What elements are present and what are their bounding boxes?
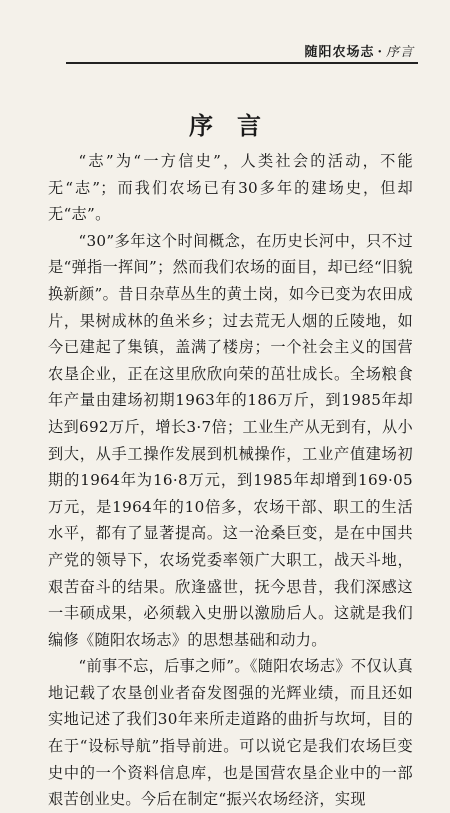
header-text: [304, 41, 414, 60]
header-rule: [66, 62, 418, 64]
header-section: 序言: [385, 45, 414, 60]
body-text: [48, 148, 413, 813]
header-book-title: 随阳农场志: [304, 45, 375, 60]
header-separator: ·: [377, 45, 383, 60]
page-title: 序言: [189, 111, 285, 140]
paragraph-1: “志”为“一方信史”，人类社会的活动，不能无“志”；而我们农场已有30多年的建场史，但却无“志”。: [48, 152, 413, 224]
running-header: [0, 36, 450, 72]
paragraph-2: “30”多年这个时间概念，在历史长河中，只不过是“弹指一挥间”；然而我们农场的面目，却已经“旧貌换新颜”。昔日杂草丛生的黄土岗，如今已变为农田成片，果树成林的鱼米乡；过去荒无人烟的丘陵地，如今已建起了集镇，盖满了楼房；一个社会主义的国营农垦企业，正在这里欣欣向荣的茁壮成长。全场粮食年产量由建场初期1963年的186万斤，到1985年却达到692万斤，增长3·7倍；工业生产从无到有，从小到大，从手工操作发展到机械操作，工业产值建场初期的1964年为16·8万元，到1985年却增到169·05万元，是1964年的10倍多，农场干部、职工的生活水平，都有了显著提高。这一沧桑巨变，是在中国共产党的领导下，农场党委率领广大职工，战天斗地，艰苦奋斗的结果。欣逢盛世，抚今思昔，我们深感这一丰硕成果，必须载入史册以激励后人。这就是我们编修《随阳农场志》的思想基础和动力。: [48, 231, 413, 649]
paragraph-3: “前事不忘，后事之师”。《随阳农场志》不仅认真地记载了农垦创业者奋发图强的光辉业绩，而且还如实地记述了我们30年来所走道路的曲折与坎坷，目的在于“设标导航”指导前进。可以说它是我们农场巨变史中的一个资料信息库，也是国营农垦企业中的一部艰苦创业史。今后在制定“振兴农场经济，实现: [48, 657, 413, 809]
